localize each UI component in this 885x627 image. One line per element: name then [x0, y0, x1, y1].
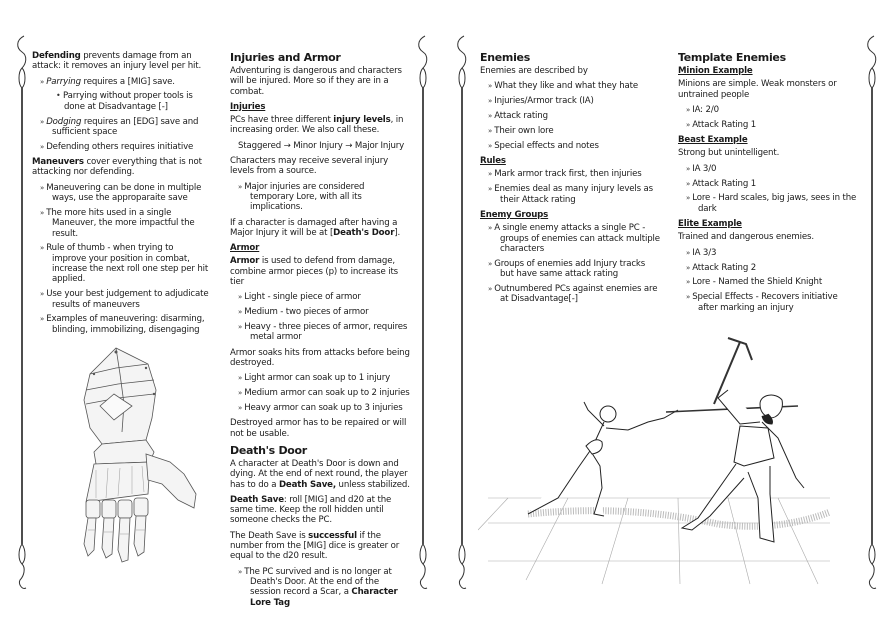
column-injuries-armor [230, 51, 410, 613]
beast-list [678, 164, 858, 214]
deaths-door-paragraph: A character at Death's Door is down and dying. At the end of next round, the player has to do a Death Save, unless stabilized. [230, 458, 410, 490]
vine-border-icon [12, 34, 32, 594]
death-save-paragraph: Death Save: roll [MIG] and d20 at the same time. Keep the roll hidden until someone checks the PC. [230, 494, 392, 526]
list-item: » Medium armor can soak up to 2 injuries [230, 388, 410, 398]
list-item: » Enemies deal as many injury levels as their Attack rating [480, 184, 660, 205]
subheading-armor: Armor [230, 243, 260, 254]
list-item: » Use your best judgement to adjudicate results of maneuvers [32, 289, 210, 310]
injury-chain: Staggered → Minor Injury → Major Injury [238, 140, 405, 151]
armor-tier-list [230, 292, 410, 342]
list-item: » Lore - Hard scales, big jaws, sees in the dark [678, 193, 858, 214]
enemies-intro: Enemies are described by [480, 66, 588, 76]
list-item: » Medium - two pieces of armor [230, 307, 410, 317]
column-combat-defending [32, 51, 210, 340]
gauntlet-illustration [66, 344, 206, 570]
list-item: » IA 3/3 [678, 248, 858, 258]
list-item: » The more hits used in a single Maneuver, the more impactful the result. [32, 208, 210, 239]
armor-soak-paragraph: Armor soaks hits from attacks before being destroyed. [230, 347, 410, 369]
list-item: » Special Effects - Recovers initiative after marking an injury [678, 292, 858, 313]
beast-description: Strong but unintelligent. [678, 148, 780, 159]
list-item: » Special effects and notes [480, 141, 660, 151]
defending-paragraph: Defending prevents damage from an attack: it removes an injury level per hit. [32, 51, 202, 72]
deaths-door-rule: If a character is damaged after having a Major Injury it will be at [Death's Door]. [230, 217, 401, 238]
section-title-deaths-door: Death's Door [230, 443, 307, 457]
list-item: » Injuries/Armor track (IA) [480, 96, 660, 106]
subheading-rules: Rules [480, 156, 506, 167]
list-item: » Groups of enemies add Injury tracks but have same attack rating [480, 259, 660, 280]
list-item: » Their own lore [480, 126, 660, 136]
list-item: • Parrying without proper tools is done at Disadvantage [-] [32, 91, 210, 112]
subheading-beast: Beast Example [678, 135, 748, 146]
list-item: » Heavy - three pieces of armor, requires metal armor [230, 322, 410, 343]
list-item: » Mark armor track first, then injuries [480, 169, 660, 179]
vine-border-icon [862, 34, 882, 594]
vine-border-icon [413, 34, 433, 594]
list-item: » Attack Rating 1 [678, 120, 858, 130]
list-item: » Rule of thumb - when trying to improve your position in combat, increase the next roll one step per hit applied. [32, 243, 210, 284]
minion-list [678, 105, 858, 130]
maneuvers-paragraph: Maneuvers cover everything that is not attacking nor defending. [32, 157, 202, 178]
section-title-enemies: Enemies [480, 51, 530, 64]
list-item: » Parrying requires a [MIG] save. [32, 77, 210, 87]
list-item: » Major injuries are considered temporary Lore, with all its implications. [230, 182, 410, 213]
column-template-enemies [678, 51, 858, 318]
destroyed-armor-paragraph: Destroyed armor has to be repaired or will not be usable. [230, 418, 407, 439]
list-item: » A single enemy attacks a single PC - groups of enemies can attack multiple characters [480, 223, 660, 254]
list-item: » The PC survived and is no longer at Death's Door. At the end of the session record a Scar, a Character Lore Tag [230, 567, 410, 608]
list-item: » Maneuvering can be done in multiple ways, use the approparaite save [32, 183, 210, 204]
several-levels-paragraph: Characters may receive several injury levels from a source. [230, 156, 389, 177]
list-item: » Dodging requires an [EDG] save and sufficient space [32, 117, 210, 138]
skeleton-duel-illustration [478, 318, 830, 588]
list-item: » Examples of maneuvering: disarming, blinding, immobilizing, disengaging [32, 314, 210, 335]
enemy-description-list [480, 81, 660, 151]
death-save-success-paragraph: The Death Save is successful if the number from the [MIG] dice is greater or equal to the d20 result. [230, 530, 400, 562]
subheading-injuries: Injuries [230, 101, 266, 112]
list-item: » Heavy armor can soak up to 3 injuries [230, 403, 410, 413]
list-item: » IA: 2/0 [678, 105, 858, 115]
elite-description: Trained and dangerous enemies. [678, 232, 814, 243]
list-item: » Defending others requires initiative [32, 142, 210, 152]
list-item: » Light armor can soak up to 1 injury [230, 373, 410, 383]
section-title-template-enemies: Template Enemies [678, 51, 786, 64]
list-item: » Attack Rating 2 [678, 263, 858, 273]
section-title-injuries-armor: Injuries and Armor [230, 51, 341, 64]
list-item: » Attack Rating 1 [678, 179, 858, 189]
injury-levels-paragraph: PCs have three different injury levels, in increasing order. We also call these. [230, 115, 404, 136]
armor-soak-list [230, 373, 410, 413]
vine-border-icon [452, 34, 472, 594]
defending-list [32, 77, 210, 153]
rules-list [480, 169, 660, 204]
minion-description: Minions are simple. Weak monsters or untrained people [678, 79, 837, 100]
maneuvers-list [32, 183, 210, 335]
list-item: » What they like and what they hate [480, 81, 660, 91]
list-item: » Lore - Named the Shield Knight [678, 277, 858, 287]
intro-paragraph: Adventuring is dangerous and characters will be injured. More so if they are in a combat. [230, 66, 402, 97]
subheading-enemy-groups: Enemy Groups [480, 209, 549, 220]
elite-list [678, 248, 858, 313]
list-item: » Light - single piece of armor [230, 292, 410, 302]
column-enemies [480, 51, 660, 310]
subheading-minion: Minion Example [678, 66, 753, 76]
injury-list [230, 182, 410, 213]
list-item: » Attack rating [480, 111, 660, 121]
armor-paragraph: Armor is used to defend from damage, combine armor pieces (p) to increase its tier [230, 256, 398, 288]
death-save-list [230, 567, 410, 608]
list-item: » Outnumbered PCs against enemies are at Disadvantage[-] [480, 284, 660, 305]
list-item: » IA 3/0 [678, 164, 858, 174]
enemy-groups-list [480, 223, 660, 304]
subheading-elite: Elite Example [678, 219, 742, 230]
